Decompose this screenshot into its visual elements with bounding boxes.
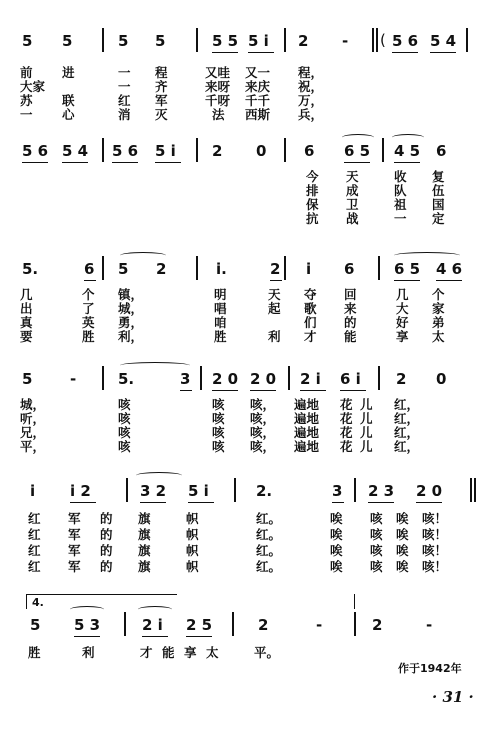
- note: -: [342, 32, 349, 50]
- barline: [196, 256, 198, 280]
- note: 2: [298, 32, 309, 50]
- barline: [354, 478, 356, 502]
- note: 2: [212, 142, 223, 160]
- note: 6: [436, 142, 447, 160]
- underline: [212, 52, 238, 53]
- note: 2 5: [186, 616, 213, 634]
- slur: [394, 252, 460, 259]
- barline: [102, 366, 104, 390]
- underline: [62, 162, 88, 163]
- note: i 2: [70, 482, 91, 500]
- underline: [212, 390, 238, 391]
- underline: [416, 502, 442, 503]
- note: 5 6: [392, 32, 419, 50]
- barline: [470, 478, 472, 502]
- barline: [124, 612, 126, 636]
- note: 5: [30, 616, 41, 634]
- barline: [102, 256, 104, 280]
- system-3: 5. 6 5 2 i. 2 i 6 6 5 4 6 几 个 镇， 明 天 夺 回 几 个 出 了 城， 唱 起 歌 来 大 家 真 英 勇， 咱 们 的 好 弟 要 胜 利， 胜 利 才 能 享 太: [0, 248, 500, 360]
- note: 2 0: [212, 370, 239, 388]
- note: 6 5: [344, 142, 371, 160]
- barline: [200, 366, 202, 390]
- note: 5 3: [74, 616, 101, 634]
- note: 2: [156, 260, 167, 278]
- underline: [186, 636, 212, 637]
- note: 2 3: [368, 482, 395, 500]
- note: 5.: [22, 260, 39, 278]
- note: i: [30, 482, 36, 500]
- note: 5 i: [188, 482, 209, 500]
- note: 5 5: [212, 32, 239, 50]
- underline: [188, 502, 214, 503]
- barline: [126, 478, 128, 502]
- underline: [250, 390, 276, 391]
- note: 5: [155, 32, 166, 50]
- barline: [196, 28, 198, 52]
- note: 4 5: [394, 142, 421, 160]
- system-2: 5 6 5 4 5 6 5 i 2 0 6 6 5 4 5 6 今 天 收 复 排 成 队 伍 保 卫 祖 国 抗 战 一 定: [0, 130, 500, 250]
- note: i.: [216, 260, 227, 278]
- barline: [382, 138, 384, 162]
- note: 2 0: [250, 370, 277, 388]
- barline: [354, 612, 356, 636]
- underline: [74, 636, 100, 637]
- barline: [196, 138, 198, 162]
- volta-bracket-2: [354, 594, 355, 609]
- note: 5 4: [62, 142, 89, 160]
- underline: [436, 280, 462, 281]
- note: 5: [118, 260, 129, 278]
- barline: [284, 138, 286, 162]
- barline: [288, 366, 290, 390]
- note: 6 i: [340, 370, 361, 388]
- note: 6: [304, 142, 315, 160]
- underline: [394, 280, 420, 281]
- underline: [430, 52, 456, 53]
- system-6: 4. 5 5 3 2 i 2 5 2 - 2 - 胜 利 才 能 享 太 平。: [28, 596, 433, 660]
- note: 5: [22, 32, 33, 50]
- underline: [84, 280, 96, 281]
- note: 0: [256, 142, 267, 160]
- note: 5: [22, 370, 33, 388]
- note: 5: [62, 32, 73, 50]
- note: 5 i: [248, 32, 269, 50]
- slur: [70, 606, 104, 613]
- barline: [102, 138, 104, 162]
- underline: [300, 390, 326, 391]
- note: 2: [270, 260, 281, 278]
- note: 2 i: [300, 370, 321, 388]
- barline: [234, 478, 236, 502]
- barline: [102, 28, 104, 52]
- underline: [344, 162, 370, 163]
- note: 0: [436, 370, 447, 388]
- underline: [140, 502, 166, 503]
- slur: [342, 134, 374, 141]
- barline: [232, 612, 234, 636]
- barline: [378, 256, 380, 280]
- note: -: [426, 616, 433, 634]
- note: 3 2: [140, 482, 167, 500]
- note: 5 6: [112, 142, 139, 160]
- note: 6: [344, 260, 355, 278]
- barline: [376, 28, 378, 52]
- note: 5 4: [430, 32, 457, 50]
- composition-year: 作于1942年: [398, 662, 462, 675]
- slur: [120, 252, 166, 259]
- underline: [22, 162, 48, 163]
- slur: [136, 472, 182, 479]
- note: 5.: [118, 370, 135, 388]
- note: 2 0: [416, 482, 443, 500]
- underline: [394, 162, 420, 163]
- underline: [392, 52, 418, 53]
- slur: [138, 606, 172, 613]
- underline: [270, 280, 282, 281]
- note: 2: [372, 616, 383, 634]
- note: -: [316, 616, 323, 634]
- note: 3: [332, 482, 343, 500]
- note: 2: [258, 616, 269, 634]
- note: 2.: [256, 482, 273, 500]
- system-1: 5 5 5 5 5 5 5 i 2 - ( 5 6 5 4 前 进 一 程 又哇 又一 程， 大家 一 齐 来呀 来庆 祝， 苏 联 红 军 千呀 千千 万， 一 心 消 灭 法 西斯 兵，: [0, 22, 500, 132]
- note: 2: [396, 370, 407, 388]
- note: 5 i: [155, 142, 176, 160]
- note: 4 6: [436, 260, 463, 278]
- underline: [180, 390, 192, 391]
- barline: [378, 366, 380, 390]
- slur: [392, 134, 424, 141]
- note: 6 5: [394, 260, 421, 278]
- barline: [284, 256, 286, 280]
- system-4: 5 - 5. 3 2 0 2 0 2 i 6 i 2 0 城， 咳 咳 咳， 遍地 花 儿 红， 听， 咳 咳 咳， 遍地 花 儿 红， 兄， 咳 咳 咳， 遍地 花 儿 红， 平， 咳 咳 咳， 遍地 花 儿 红，: [0, 358, 500, 470]
- note: 5: [118, 32, 129, 50]
- page-number: · 31 ·: [432, 688, 474, 706]
- note: 2 i: [142, 616, 163, 634]
- underline: [248, 52, 274, 53]
- underline: [112, 162, 138, 163]
- barline: [474, 478, 476, 502]
- note: i: [306, 260, 312, 278]
- note: 3: [180, 370, 191, 388]
- note: 6: [84, 260, 95, 278]
- barline: [372, 28, 374, 52]
- paren-open: (: [380, 31, 386, 49]
- underline: [142, 636, 168, 637]
- underline: [70, 502, 96, 503]
- barline: [284, 28, 286, 52]
- underline: [155, 162, 181, 163]
- note: 5 6: [22, 142, 49, 160]
- volta-number: 4.: [32, 596, 44, 609]
- note: -: [70, 370, 77, 388]
- slur: [120, 362, 190, 369]
- underline: [368, 502, 394, 503]
- system-5: i i 2 3 2 5 i 2. 3 2 3 2 0 红 军 的 旗 帜 红。 唉 咳 唉 咳！ 红 军 的 旗 帜 红。 唉 咳 唉 咳！ 红 军 的 旗 帜 红。 唉 咳 唉 咳！ 红 军 的 旗 帜 红。 唉 咳 唉 咳！: [0, 468, 500, 580]
- underline: [340, 390, 366, 391]
- barline: [466, 28, 468, 52]
- underline: [332, 502, 344, 503]
